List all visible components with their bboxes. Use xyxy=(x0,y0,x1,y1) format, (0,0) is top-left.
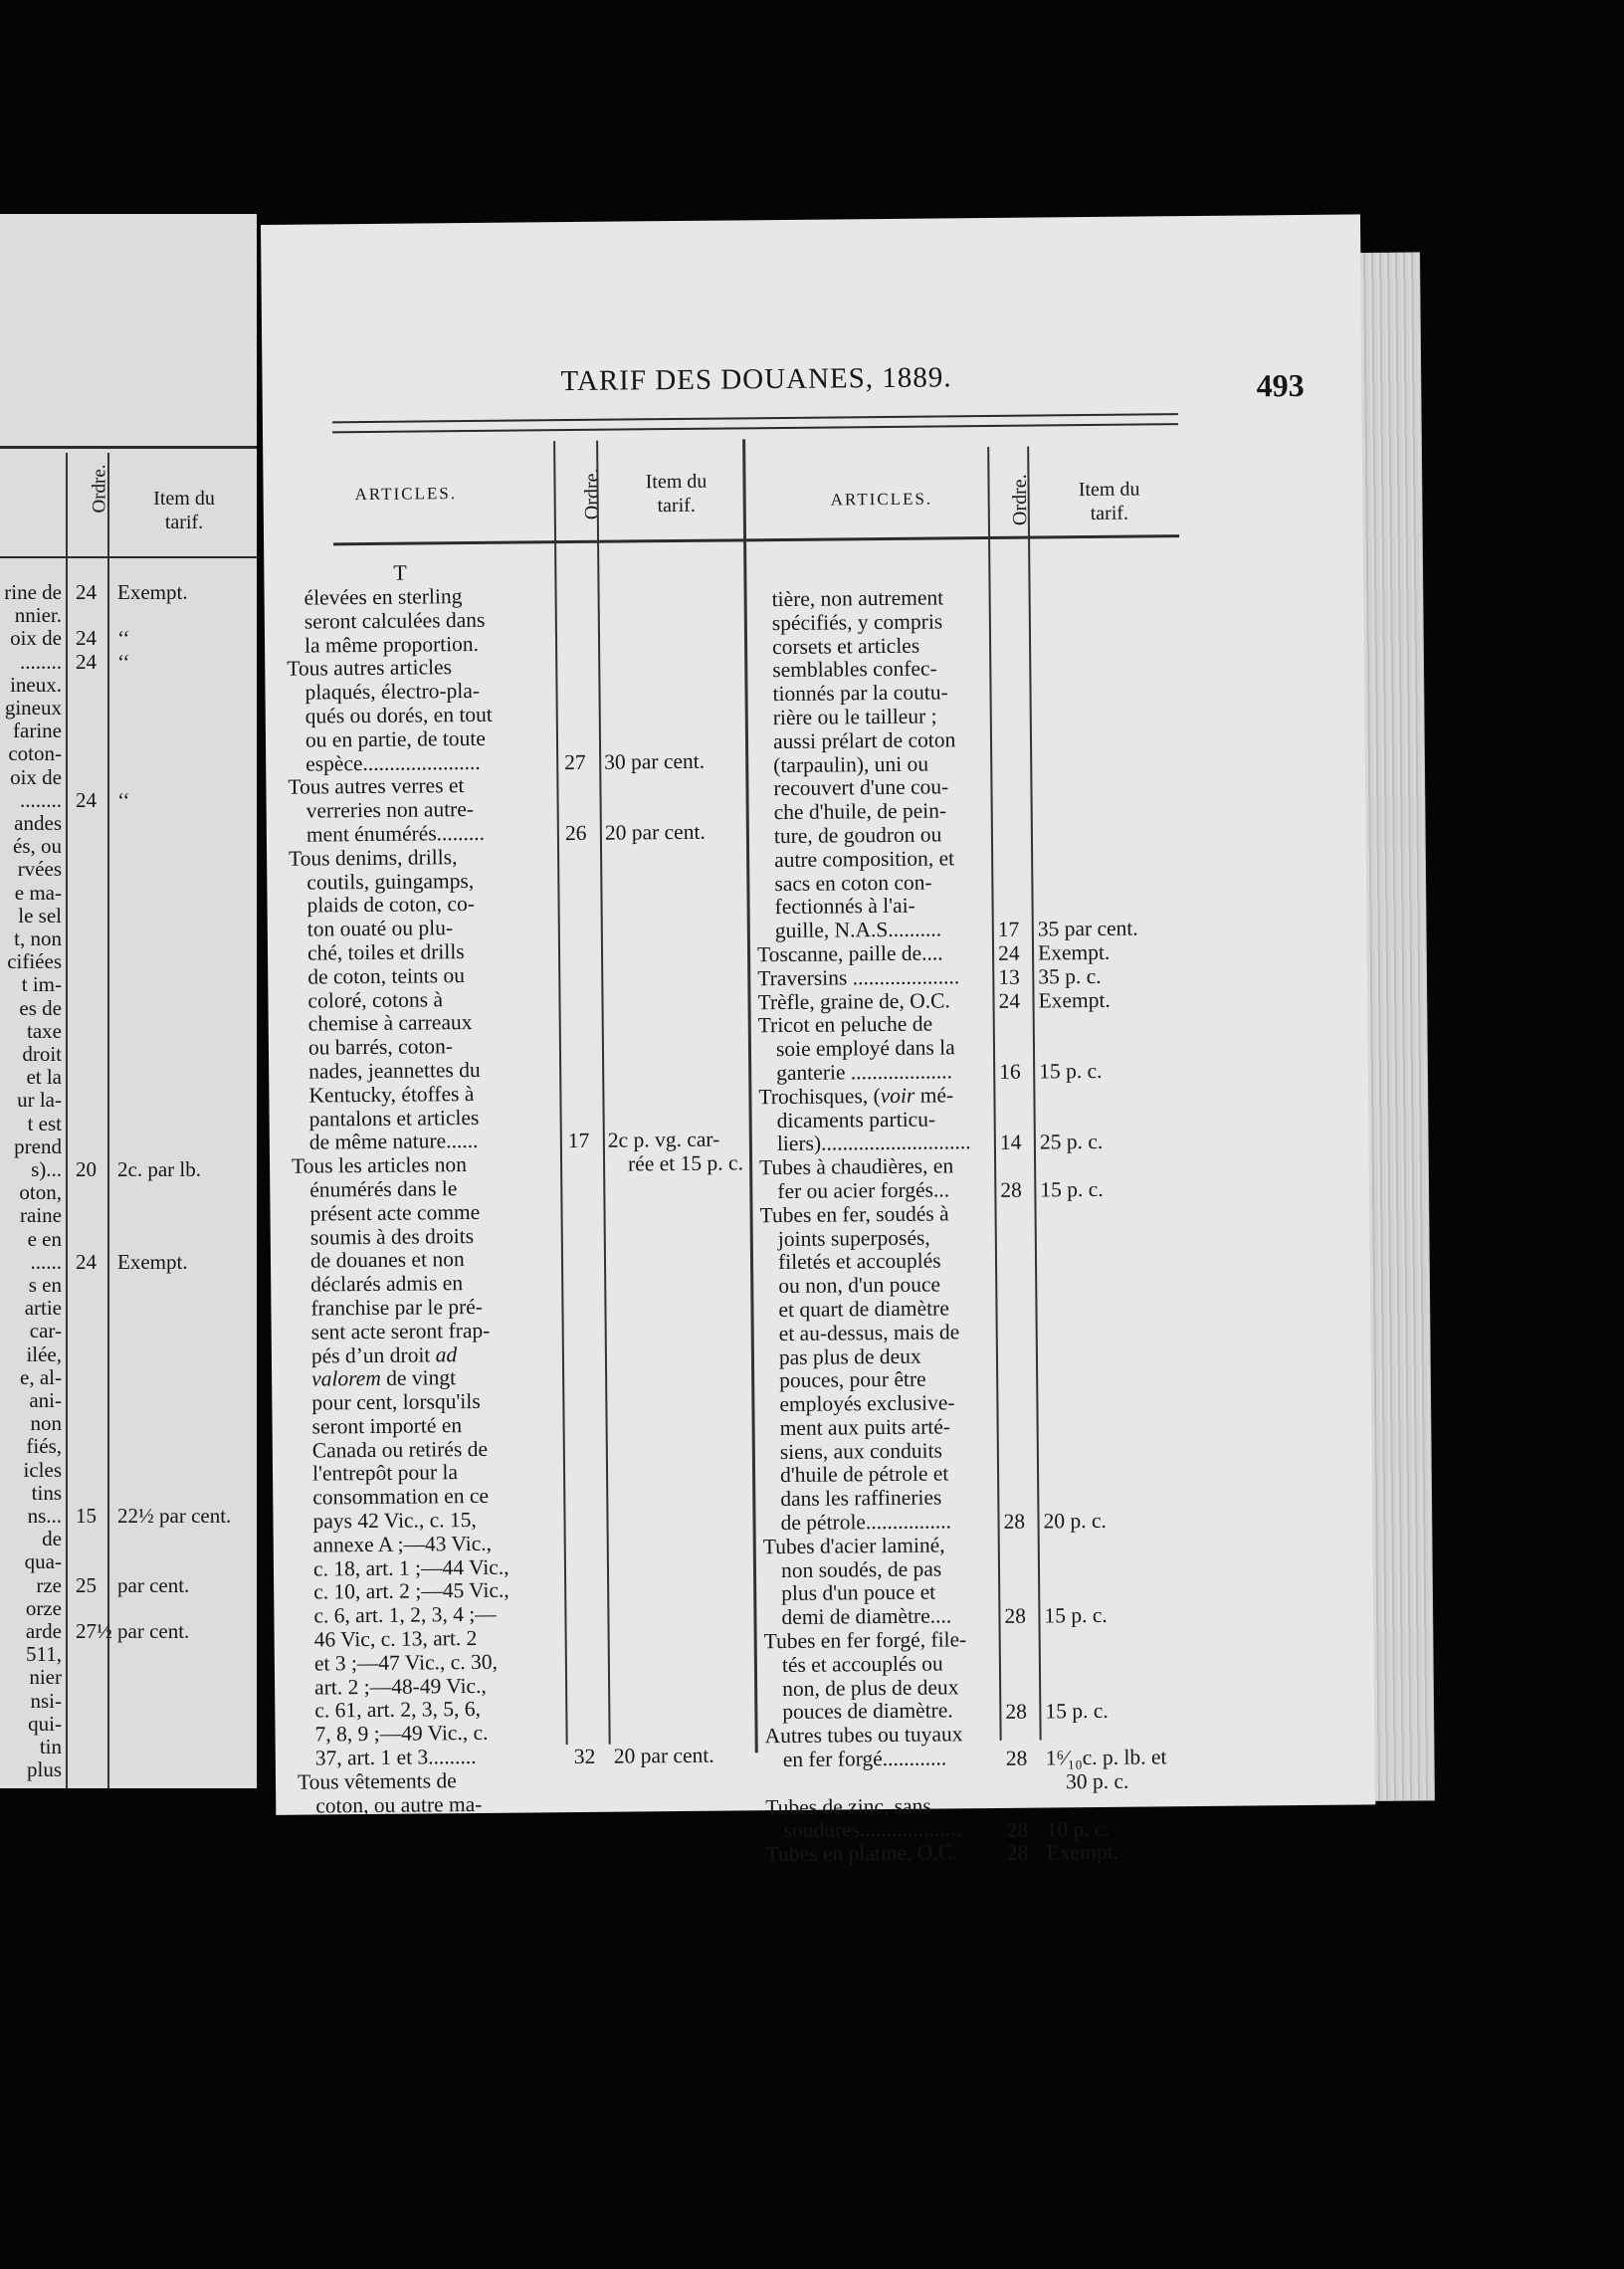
article-line: nades, jeannettes du xyxy=(308,1057,481,1084)
left-ordre-value: 24 xyxy=(76,649,97,674)
article-line: 37, art. 1 et 3......... xyxy=(314,1745,477,1770)
article-line: énumérés dans le xyxy=(309,1176,458,1202)
article-line: siens, aux conduits xyxy=(779,1438,942,1464)
tariff-item-value: 35 p. c. xyxy=(1038,963,1102,989)
left-text-fragment: ineux. xyxy=(10,672,62,697)
ordre-value: 13 xyxy=(998,964,1020,989)
left-ordre-value: 15 xyxy=(76,1504,97,1528)
left-text-fragment: artie xyxy=(24,1296,62,1321)
left-text-fragment: ........ xyxy=(20,787,62,812)
article-line: sent acte seront frap- xyxy=(310,1318,491,1344)
page-header-title: TARIF DES DOUANES, 1889. xyxy=(560,361,952,398)
left-text-fragment: e ma- xyxy=(14,880,62,905)
left-text-fragment: ur la- xyxy=(17,1088,62,1113)
tariff-item-value: 30 par cent. xyxy=(604,748,706,774)
ordre-value: 28 xyxy=(1005,1746,1028,1771)
left-text-fragment: s en xyxy=(28,1273,62,1297)
left-text-fragment: car- xyxy=(29,1319,62,1343)
article-line: de pétrole................ xyxy=(780,1509,952,1536)
article-line: Kentucky, étoffes à xyxy=(308,1081,475,1108)
ordre-value: 17 xyxy=(997,917,1020,942)
article-line: chemise à carreaux xyxy=(307,1010,473,1036)
header-rule-top xyxy=(332,413,1178,423)
tariff-item-value: 35 par cent. xyxy=(1037,916,1138,941)
article-line: filetés et accouplés xyxy=(777,1248,941,1275)
article-line: coutils, guingamps, xyxy=(306,868,475,895)
left-ordre-value: 24 xyxy=(76,580,97,604)
left-text-fragment: ...... xyxy=(30,1249,62,1274)
left-text-fragment: qui- xyxy=(28,1711,62,1736)
left-text-fragment: rine de xyxy=(4,580,62,604)
left-text-fragment: nsi- xyxy=(30,1688,62,1713)
article-line: ture, de goudron ou xyxy=(773,822,942,849)
article-line: pantalons et articles xyxy=(308,1105,480,1132)
article-line: Trèfle, graine de, O.C. xyxy=(757,987,950,1014)
article-line: ché, toiles et drills xyxy=(306,939,465,965)
article-line: de coton, teints ou xyxy=(307,962,466,989)
left-item-value: 2c. par lb. xyxy=(117,1157,201,1181)
tariff-item-value: Exempt. xyxy=(1037,939,1111,965)
article-line: qués ou dorés, en tout xyxy=(304,702,493,728)
left-text-fragment: fiés, xyxy=(26,1434,62,1459)
tariff-item-value: 20 par cent. xyxy=(604,819,706,845)
item-heading-2-line1: Item du xyxy=(1078,478,1140,502)
left-ordre-value: 24 xyxy=(76,787,97,812)
ordre-value: 24 xyxy=(997,940,1020,965)
article-line: déclarés admis en xyxy=(310,1271,464,1297)
left-text-fragment: orze xyxy=(25,1595,62,1620)
left-text-fragment: le sel xyxy=(18,903,62,928)
left-text-fragment: gineux xyxy=(4,696,62,720)
article-line: de même nature...... xyxy=(308,1129,479,1154)
tariff-item-value: 15 p. c. xyxy=(1040,1176,1104,1202)
left-text-fragment: nier xyxy=(29,1665,62,1690)
left-item-value: par cent. xyxy=(117,1572,190,1597)
article-line: fer ou acier forgés... xyxy=(777,1177,950,1203)
left-text-fragment: de xyxy=(42,1527,62,1551)
article-line: (tarpaulin), uni ou xyxy=(773,751,929,777)
article-line: dicaments particu- xyxy=(776,1107,936,1133)
left-text-fragment: t est xyxy=(27,1111,62,1135)
ordre-value: 17 xyxy=(567,1129,590,1153)
ordre-heading-1: Ordre. xyxy=(580,468,604,520)
article-line: élevées en sterling xyxy=(304,584,463,610)
articles-heading-1: ARTICLES. xyxy=(354,484,458,505)
article-line: ton ouaté ou plu- xyxy=(306,916,454,941)
article-line: semblables confec- xyxy=(772,656,937,683)
left-text-fragment: es de xyxy=(19,995,62,1020)
article-line: Tous autres verres et xyxy=(288,773,465,800)
article-line: seront calculées dans xyxy=(304,607,486,634)
left-header-rule xyxy=(0,446,257,449)
article-line: tière, non autrement xyxy=(771,585,944,612)
article-line: présent acte comme xyxy=(309,1199,481,1226)
article-line: c. 6, art. 1, 2, 3, 4 ;— xyxy=(313,1602,497,1628)
left-ordre-value: 24 xyxy=(76,626,97,651)
article-line: en fer forgé............ xyxy=(782,1746,947,1772)
article-line: liers)............................ xyxy=(776,1130,971,1156)
left-text-fragment: és, ou xyxy=(13,834,62,859)
ordre-value: 28 xyxy=(1005,1699,1027,1724)
left-column-divider xyxy=(66,453,68,1788)
articles-column-1 xyxy=(286,584,564,1818)
tariff-item-value: 1⁶⁄₁₀c. p. lb. et xyxy=(1045,1745,1167,1770)
article-line: recouvert d'une cou- xyxy=(773,774,949,801)
article-line: 46 Vic, c. 13, art. 2 xyxy=(313,1626,478,1652)
left-text-fragment: qua- xyxy=(24,1549,62,1574)
left-text-fragment: prend xyxy=(14,1134,62,1158)
left-item-value: ‘‘ xyxy=(117,787,130,812)
article-line: de douanes et non xyxy=(309,1247,465,1273)
item-heading-1-line2: tarif. xyxy=(657,494,696,517)
left-item-heading xyxy=(129,487,239,534)
article-line: tionnés par la coutu- xyxy=(772,680,948,707)
tariff-item-value: Exempt. xyxy=(1038,987,1111,1013)
article-line: non soudés, de pas xyxy=(780,1556,942,1582)
article-line: Traversins .................... xyxy=(757,964,960,990)
article-line: pour cent, lorsqu'ils xyxy=(311,1389,481,1415)
left-text-fragment: taxe xyxy=(27,1018,62,1043)
ordre-value: 27 xyxy=(564,749,586,774)
ordre-value: 16 xyxy=(999,1059,1021,1084)
tariff-item-value: Exempt. xyxy=(1046,1840,1119,1865)
article-line: consommation en ce xyxy=(312,1484,490,1510)
article-line: plaqués, électro-pla- xyxy=(304,679,481,705)
left-text-fragment: raine xyxy=(20,1203,62,1228)
article-line: seront importé en xyxy=(311,1413,463,1439)
article-line: c. 10, art. 2 ;—45 Vic., xyxy=(313,1578,509,1605)
article-line: 7, 8, 9 ;—49 Vic., c. xyxy=(314,1721,489,1747)
article-line: sacs en coton con- xyxy=(774,870,932,896)
article-line: Tricot en peluche de xyxy=(757,1011,933,1038)
tariff-item-value: 15 p. c. xyxy=(1039,1058,1103,1084)
article-line: c. 61, art. 2, 3, 5, 6, xyxy=(314,1697,482,1723)
article-line: Tous autres articles xyxy=(287,655,453,682)
article-line: Autres tubes ou tuyaux xyxy=(764,1722,963,1749)
article-line: ment aux puits arté- xyxy=(779,1414,951,1440)
left-ordre-value: 25 xyxy=(76,1572,97,1597)
article-line: tés et accouplés ou xyxy=(781,1651,943,1677)
tariff-item-value: 15 p. c. xyxy=(1045,1698,1109,1724)
left-text-fragment: cifiées xyxy=(7,949,62,974)
article-line: ou en partie, de toute xyxy=(304,725,486,752)
left-text-fragment: e en xyxy=(27,1226,62,1251)
left-text-fragment: ani- xyxy=(29,1388,62,1412)
left-text-fragment: t im- xyxy=(21,972,62,997)
article-line: Trochisques, (voir mé- xyxy=(758,1083,954,1109)
article-line: ganterie ................... xyxy=(776,1059,953,1086)
article-line: che d'huile, de pein- xyxy=(773,798,947,825)
article-line: ment énumérés......... xyxy=(305,820,486,847)
left-text-fragment: arde xyxy=(25,1619,62,1643)
article-line: Tubes de zinc, sans xyxy=(765,1793,931,1819)
left-ordre-value: 24 xyxy=(76,1249,97,1274)
article-line: et au-dessus, mais de xyxy=(778,1320,960,1345)
article-line: Tubes à chaudières, en xyxy=(759,1153,954,1180)
ordre-value: 28 xyxy=(1006,1841,1029,1866)
left-text-fragment: non xyxy=(30,1411,62,1436)
left-text-fragment: rvées xyxy=(17,857,62,882)
article-line: la même proportion. xyxy=(304,631,480,658)
item-heading-1-line1: Item du xyxy=(645,470,708,494)
article-line: spécifiés, y compris xyxy=(771,609,943,635)
left-item-value: ‘‘ xyxy=(117,649,130,674)
article-line: annexe A ;—43 Vic., xyxy=(312,1531,493,1557)
left-text-fragment: ns... xyxy=(27,1504,62,1528)
left-item-value: ‘‘ xyxy=(117,626,130,651)
ordre-value: 26 xyxy=(564,820,587,846)
left-text-fragment: s)... xyxy=(31,1157,62,1181)
left-ordre-value: 20 xyxy=(76,1157,97,1181)
col1-ordre-divider-right xyxy=(596,441,611,1745)
left-item-heading-line2: tarif. xyxy=(164,512,204,533)
article-line: corsets et articles xyxy=(771,633,920,659)
left-text-fragment: droit xyxy=(22,1042,62,1066)
right-page xyxy=(261,214,1375,1867)
left-text-fragment: tins xyxy=(31,1480,62,1505)
tariff-item-value-cont: 30 p. c. xyxy=(1065,1768,1129,1794)
article-line: pas plus de deux xyxy=(778,1343,921,1369)
left-item-value: 22½ par cent. xyxy=(117,1504,232,1528)
article-line: franchise par le pré- xyxy=(310,1294,484,1321)
article-line: Tous denims, drills, xyxy=(288,844,458,871)
left-text-fragment: tin xyxy=(39,1735,62,1758)
left-ordre-value: 27½ xyxy=(76,1619,112,1643)
left-text-fragment: e, al- xyxy=(20,1364,62,1389)
article-line: Tubes en fer forgé, file- xyxy=(763,1627,967,1654)
article-line: soumis à des droits xyxy=(309,1223,475,1250)
left-text-fragment: oix de xyxy=(10,764,62,789)
article-line: plaids de coton, co- xyxy=(306,892,476,918)
left-column-divider xyxy=(107,453,109,1788)
item-heading-1 xyxy=(611,469,740,517)
ordre-heading-2: Ordre. xyxy=(1008,474,1032,526)
ordre-value: 28 xyxy=(1000,1177,1022,1202)
article-line: Tous vêtements de xyxy=(297,1768,457,1794)
tariff-item-value: 15 p. c. xyxy=(1044,1603,1108,1628)
ordre-value: 14 xyxy=(999,1131,1022,1155)
articles-heading-2: ARTICLES. xyxy=(830,489,933,510)
item-heading-2-line2: tarif. xyxy=(1090,502,1129,525)
article-line: l'entrepôt pour la xyxy=(311,1460,459,1487)
article-line xyxy=(765,1770,996,1796)
left-text-fragment: icles xyxy=(23,1457,62,1482)
ordre-value: 28 xyxy=(1006,1817,1029,1842)
ordre-value: 28 xyxy=(1004,1604,1027,1629)
article-line: verreries non autre- xyxy=(305,797,475,823)
article-line: aussi prélart de coton xyxy=(772,727,956,753)
article-line: et 3 ;—47 Vic., c. 30, xyxy=(313,1649,499,1676)
left-text-fragment: oton, xyxy=(19,1180,62,1205)
article-line: Toscanne, paille de.... xyxy=(756,940,943,967)
left-text-fragment: andes xyxy=(14,811,62,835)
article-line: non, de plus de deux xyxy=(782,1674,959,1701)
tariff-item-value: 25 p. c. xyxy=(1039,1130,1104,1154)
tariff-item-value: 2c p. vg. car- xyxy=(607,1128,720,1153)
page-number: 493 xyxy=(1256,366,1305,404)
article-line: coloré, cotons à xyxy=(307,986,444,1013)
left-text-fragment: 511, xyxy=(26,1642,62,1667)
col2-ordre-divider-right xyxy=(1027,447,1041,1741)
article-line: d'huile de pétrole et xyxy=(779,1461,949,1488)
article-line: employés exclusive- xyxy=(779,1390,955,1417)
article-line: ou non, d'un pouce xyxy=(778,1272,941,1299)
article-line: pouces, pour être xyxy=(779,1366,926,1393)
ordre-value: 24 xyxy=(998,988,1021,1013)
article-line: pouces de diamètre. xyxy=(782,1698,953,1725)
article-line: Tubes en platine, O.C. xyxy=(765,1840,958,1867)
articles-column-2 xyxy=(754,586,997,1867)
left-text-fragment: farine xyxy=(13,719,62,743)
left-page xyxy=(0,214,257,1788)
article-line: ou barrés, coton- xyxy=(307,1034,454,1060)
article-line: Tous les articles non xyxy=(291,1152,468,1178)
article-line: soie employé dans la xyxy=(775,1035,955,1062)
left-text-fragment: ........ xyxy=(20,649,62,674)
article-line: soudures................... xyxy=(783,1816,962,1843)
left-text-fragment: ilée, xyxy=(26,1341,62,1366)
section-letter: T xyxy=(393,559,407,585)
article-line: fectionnés à l'ai- xyxy=(774,894,915,920)
article-line: Tubes en fer, soudés à xyxy=(759,1201,949,1227)
tariff-item-value: 20 par cent. xyxy=(613,1743,714,1768)
article-line: coton, ou autre ma- xyxy=(315,1791,483,1818)
article-line: art. 2 ;—48-49 Vic., xyxy=(313,1673,487,1700)
tariff-item-value-cont: rée et 15 p. c. xyxy=(627,1150,743,1176)
ordre-value: 28 xyxy=(1003,1509,1026,1535)
article-line: Tubes d'acier laminé, xyxy=(762,1533,945,1559)
article-line: espèce...................... xyxy=(305,749,481,776)
left-text-fragment: rze xyxy=(36,1572,62,1597)
left-text-fragment: coton- xyxy=(8,741,62,766)
left-ordre-heading: Ordre. xyxy=(89,464,110,514)
left-item-value: Exempt. xyxy=(117,580,188,604)
header-rule-bottom xyxy=(332,423,1178,433)
left-text-fragment: et la xyxy=(26,1065,62,1090)
article-line: Canada ou retirés de xyxy=(311,1436,489,1463)
article-line: valorem de vingt xyxy=(311,1365,457,1391)
article-line: autre composition, et xyxy=(774,846,955,872)
column-heading-rule xyxy=(333,534,1179,545)
left-text-fragment: oix de xyxy=(10,626,62,651)
article-line: c. 18, art. 1 ;—44 Vic., xyxy=(312,1554,509,1581)
article-line: demi de diamètre.... xyxy=(781,1603,952,1630)
article-line: rière ou le tailleur ; xyxy=(772,704,937,730)
left-text-fragment: plus xyxy=(26,1757,62,1782)
item-heading-2 xyxy=(1049,477,1168,525)
left-subheader-rule xyxy=(0,556,257,558)
tariff-item-value: 10 p. c. xyxy=(1046,1816,1110,1842)
left-item-value: par cent. xyxy=(117,1619,190,1643)
article-line: guille, N.A.S.......... xyxy=(774,917,942,943)
article-line: plus d'un pouce et xyxy=(781,1580,936,1606)
article-line: joints superposés, xyxy=(777,1225,930,1251)
article-line: et quart de diamètre xyxy=(778,1296,949,1322)
article-line: dans les raffineries xyxy=(780,1485,942,1512)
article-line: pays 42 Vic., c. 15, xyxy=(312,1508,477,1534)
left-item-heading-line1: Item du xyxy=(153,488,215,510)
left-text-fragment: t, non xyxy=(14,927,62,950)
left-item-value: Exempt. xyxy=(117,1249,188,1274)
ordre-value: 32 xyxy=(573,1745,596,1769)
tariff-item-value: 20 p. c. xyxy=(1043,1509,1107,1534)
left-text-fragment: nnier. xyxy=(14,603,62,628)
article-line: pés d’un droit ad xyxy=(310,1341,458,1368)
